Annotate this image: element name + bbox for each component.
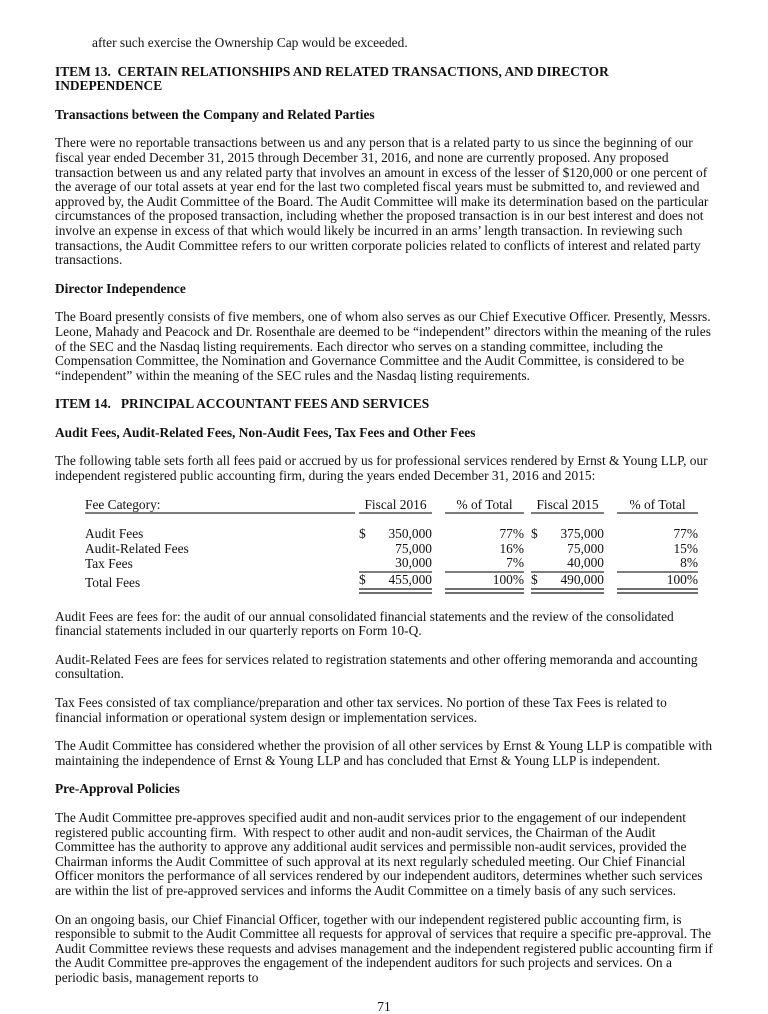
tax-fees-row xyxy=(85,556,698,572)
spacer xyxy=(604,572,617,591)
audit-fees-row xyxy=(85,527,698,542)
amount-cell: 75,000 xyxy=(372,542,432,557)
tax-fees-paragraph: Tax Fees consisted of tax compliance/preparation and other tax services. No portion of these Tax Fees is related to financial information or operational system design or implementation services. xyxy=(55,696,713,725)
fee-category-header: Fee Category: xyxy=(85,498,355,514)
transactions-heading: Transactions between the Company and Related Parties xyxy=(55,108,713,123)
percent-cell: 77% xyxy=(445,527,524,542)
fiscal-2016-header: Fiscal 2016 xyxy=(359,498,432,514)
fees-table xyxy=(85,498,698,594)
spacer xyxy=(604,527,617,542)
percent-cell: 16% xyxy=(445,542,524,557)
page-number: 71 xyxy=(55,1000,713,1014)
total-fees-row xyxy=(85,572,698,591)
spacer xyxy=(432,527,445,542)
spacer xyxy=(524,572,531,591)
percent-cell: 77% xyxy=(617,527,698,542)
spacer xyxy=(432,498,445,514)
amount-cell: 350,000 xyxy=(372,527,432,542)
spacer xyxy=(432,542,445,557)
director-independence-heading: Director Independence xyxy=(55,282,713,297)
pct-of-total-2016-header: % of Total xyxy=(445,498,524,514)
fees-intro-paragraph: The following table sets forth all fees paid or accrued by us for professional services rendered by Ernst & Young LLP, our independent registered public accounting firm, during the years ended December 31, 2016 and 2015: xyxy=(55,454,713,483)
percent-cell: 15% xyxy=(617,542,698,557)
item14-heading: ITEM 14. PRINCIPAL ACCOUNTANT FEES AND SERVICES xyxy=(55,397,713,412)
audit-related-paragraph: Audit-Related Fees are fees for services related to registration statements and other offering memoranda and accounting consultation. xyxy=(55,653,713,682)
percent-cell: 100% xyxy=(445,572,524,591)
fee-category-cell: Tax Fees xyxy=(85,556,355,572)
independence-paragraph: The Audit Committee has considered whether the provision of all other services by Ernst & Young LLP is compatible with maintaining the independence of Ernst & Young LLP and has concluded that Ernst & Young LLP is independent. xyxy=(55,739,713,768)
fee-category-cell: Audit-Related Fees xyxy=(85,542,355,557)
fees-table-header-row xyxy=(85,498,698,514)
pre-approval-paragraph-2: On an ongoing basis, our Chief Financial Officer, together with our independent registered public accounting firm, is responsible to submit to the Audit Committee all requests for approval of services that require a specific pre-approval. The Audit Committee reviews these requests and advises management and the independent registered public accounting firm if the Audit Committee pre-approves the engagement of the independent auditors for such projects and services. On a periodic basis, management reports to xyxy=(55,913,713,986)
table-spacer-row xyxy=(85,513,698,527)
fees-subheading: Audit Fees, Audit-Related Fees, Non-Audit Fees, Tax Fees and Other Fees xyxy=(55,426,713,441)
amount-cell: 30,000 xyxy=(372,556,432,572)
spacer xyxy=(604,556,617,572)
pct-of-total-2015-header: % of Total xyxy=(617,498,698,514)
spacer xyxy=(604,498,617,514)
amount-cell: 75,000 xyxy=(544,542,604,557)
amount-cell: 375,000 xyxy=(544,527,604,542)
percent-cell: 7% xyxy=(445,556,524,572)
pre-approval-paragraph-1: The Audit Committee pre-approves specified audit and non-audit services prior to the engagement of our independent registered public accounting firm. With respect to other audit and non-audit services, the Chairman of the Audit Committee has the authority to approve any additional audit services and permissible non-audit services, provided the Chairman informs the Audit Committee of such approval at its next regularly scheduled meeting. Our Chief Financial Officer monitors the performance of all services rendered by our independent auditors, determines whether such services are within the list of pre-approved services and informs the Audit Committee on a timely basis of any such services. xyxy=(55,811,713,899)
dollar-sign xyxy=(359,556,372,572)
spacer xyxy=(432,572,445,591)
amount-cell: 455,000 xyxy=(372,572,432,591)
continuation-paragraph: after such exercise the Ownership Cap would be exceeded. xyxy=(55,36,713,51)
fee-category-cell: Total Fees xyxy=(85,572,355,591)
dollar-sign: $ xyxy=(531,572,544,591)
amount-cell: 490,000 xyxy=(544,572,604,591)
dollar-sign: $ xyxy=(359,572,372,591)
spacer xyxy=(524,556,531,572)
dollar-sign: $ xyxy=(359,527,372,542)
item13-heading: ITEM 13. CERTAIN RELATIONSHIPS AND RELATED TRANSACTIONS, AND DIRECTOR INDEPENDENCE xyxy=(55,65,713,94)
spacer xyxy=(604,542,617,557)
percent-cell: 8% xyxy=(617,556,698,572)
pre-approval-heading: Pre-Approval Policies xyxy=(55,782,713,797)
dollar-sign xyxy=(531,542,544,557)
dollar-sign xyxy=(359,542,372,557)
spacer xyxy=(524,527,531,542)
amount-cell: 40,000 xyxy=(544,556,604,572)
director-independence-paragraph: The Board presently consists of five members, one of whom also serves as our Chief Executive Officer. Presently, Messrs. Leone, Mahady and Peacock and Dr. Rosenthale are deemed to be “independent” directors within the meaning of the rules of the SEC and the Nasdaq listing requirements. Each director who serves on a standing committee, including the Compensation Committee, the Nomination and Governance Committee and the Audit Committee, is considered to be “independent” within the meaning of the SEC rules and the Nasdaq listing requirements. xyxy=(55,310,713,383)
dollar-sign xyxy=(531,556,544,572)
spacer xyxy=(432,556,445,572)
spacer xyxy=(524,542,531,557)
fiscal-2015-header: Fiscal 2015 xyxy=(531,498,604,514)
spacer xyxy=(524,498,531,514)
audit-related-fees-row xyxy=(85,542,698,557)
transactions-paragraph: There were no reportable transactions between us and any person that is a related party to us since the beginning of our fiscal year ended December 31, 2015 through December 31, 2016, and none are currently proposed. Any proposed transaction between us and any related party that involves an amount in excess of the lesser of $120,000 or one percent of the average of our total assets at year end for the last two completed fiscal years must be submitted to, and reviewed and approved by, the Audit Committee of the Board. The Audit Committee will make its determination based on the particular circumstances of the proposed transaction, including whether the proposed transaction is in our best interest and does not involve an expense in excess of that which would likely be incurred in an arms’ length transaction. In reviewing such transactions, the Audit Committee refers to our written corporate policies related to conflicts of interest and related party transactions. xyxy=(55,136,713,267)
audit-fees-paragraph: Audit Fees are fees for: the audit of our annual consolidated financial statements and the review of the consolidated financial statements included in our quarterly reports on Form 10-Q. xyxy=(55,610,713,639)
percent-cell: 100% xyxy=(617,572,698,591)
dollar-sign: $ xyxy=(531,527,544,542)
fee-category-cell: Audit Fees xyxy=(85,527,355,542)
